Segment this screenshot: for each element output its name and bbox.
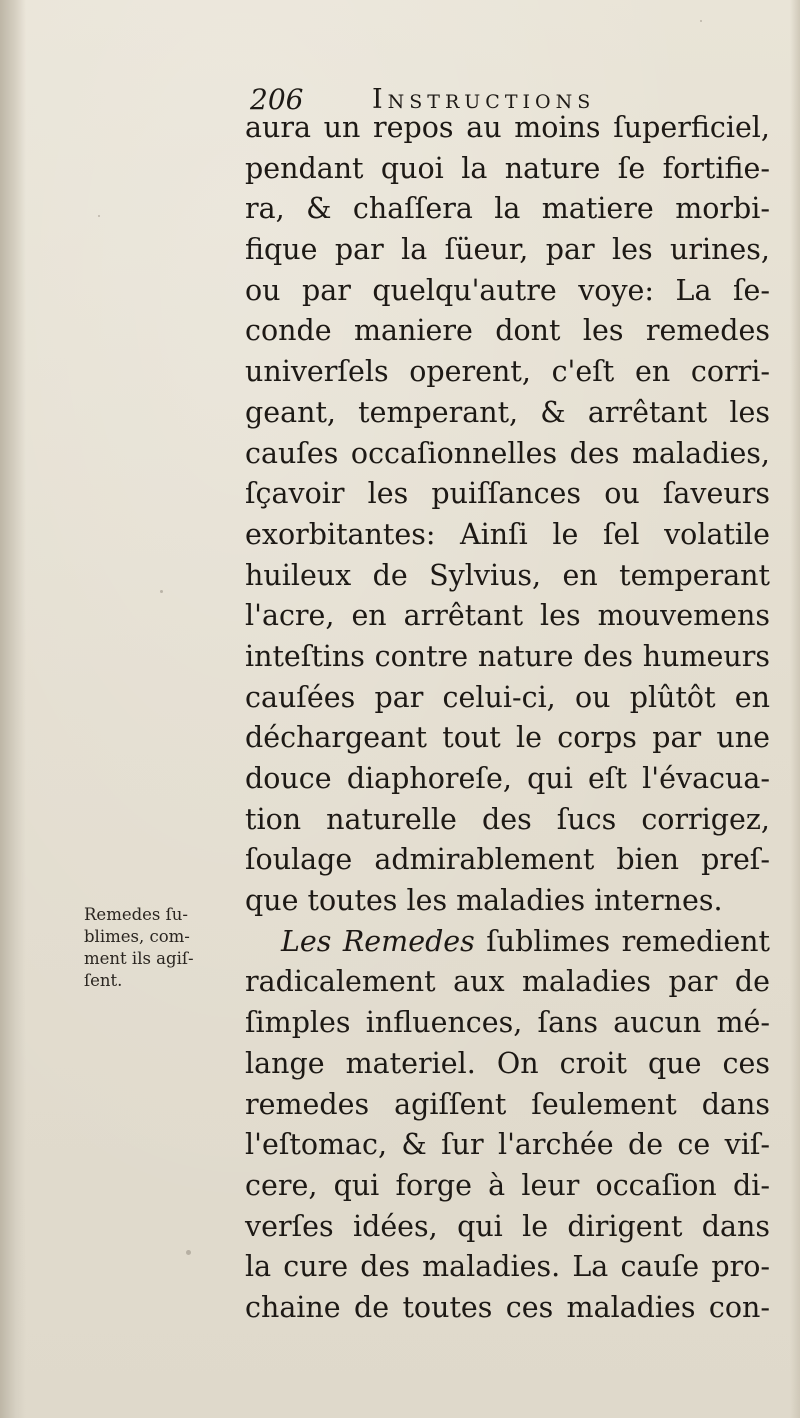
main-text-block	[245, 108, 770, 1329]
paper-speck	[186, 1250, 191, 1255]
text-line: remedes agiſſent ſeulement dans	[245, 1087, 770, 1121]
text-line: radicalement aux maladies par de	[245, 965, 770, 999]
marginal-note-line: ſent.	[84, 971, 123, 990]
text-line: ou par quelqu'autre voye: La ſe-	[245, 273, 770, 307]
text-line: cauſées par celui-ci, ou plûtôt en	[245, 680, 770, 714]
text-line: aura un repos au moins ſuperficiel,	[245, 111, 770, 144]
text-line: la cure des maladies. La cauſe pro-	[245, 1250, 770, 1284]
italic-lead-text: Les Remedes	[281, 924, 475, 958]
text-line: tion naturelle des ſucs corrigez,	[245, 802, 770, 836]
text-line: cere, qui forge à leur occaſion di-	[245, 1168, 770, 1202]
marginal-note-line: ment ils agiſ-	[84, 949, 194, 968]
paper-speck	[160, 590, 163, 593]
text-line: verſes idées, qui le dirigent dans	[245, 1209, 770, 1243]
paragraph-start-line	[245, 922, 770, 963]
page-number: 206	[250, 83, 304, 116]
text-line: ra, & chaſſera la matiere morbi-	[245, 192, 770, 226]
binding-gutter-shadow	[0, 0, 26, 1418]
text-line: que toutes les maladies internes.	[245, 884, 723, 918]
text-line: cauſes occaſionnelles des maladies,	[245, 436, 770, 470]
marginal-note-line: Remedes ſu-	[84, 905, 188, 924]
text-line: univerſels operent, c'eſt en corri-	[245, 355, 770, 389]
marginal-note	[84, 904, 234, 992]
running-head: Instructions	[372, 84, 596, 115]
text-line: déchargeant tout le corps par une	[245, 721, 770, 755]
text-line: l'acre, en arrêtant les mouvemens	[245, 599, 770, 633]
text-line: inteſtins contre nature des humeurs	[245, 639, 770, 673]
paper-speck	[98, 215, 100, 217]
text-line: chaine de toutes ces maladies con-	[245, 1290, 770, 1324]
text-line: geant, temperant, & arrêtant les	[245, 395, 770, 429]
text-line: pendant quoi la nature ſe fortifie-	[245, 151, 770, 185]
page-edge-shadow	[790, 0, 800, 1418]
paper-speck	[700, 20, 702, 22]
text-line: exorbitantes: Ainſi le ſel volatile	[245, 517, 770, 551]
text-line-continuation: ſublimes remedient	[474, 924, 770, 958]
text-line: l'eſtomac, & ſur l'archée de ce viſ-	[245, 1128, 770, 1162]
text-line: conde maniere dont les remedes	[245, 314, 770, 348]
text-line: douce diaphoreſe, qui eſt l'évacua-	[245, 762, 770, 795]
text-line: ſoulage admirablement bien preſ-	[245, 843, 770, 877]
text-line: huileux de Sylvius, en temperant	[245, 558, 770, 592]
marginal-note-line: blimes, com-	[84, 927, 190, 946]
text-line: lange materiel. On croit que ces	[245, 1046, 770, 1080]
text-line: ſimples influences, ſans aucun mé-	[245, 1006, 770, 1040]
text-line: ſçavoir les puiſſances ou ſaveurs	[245, 477, 770, 511]
text-line: fique par la ſüeur, par les urines,	[245, 233, 770, 267]
